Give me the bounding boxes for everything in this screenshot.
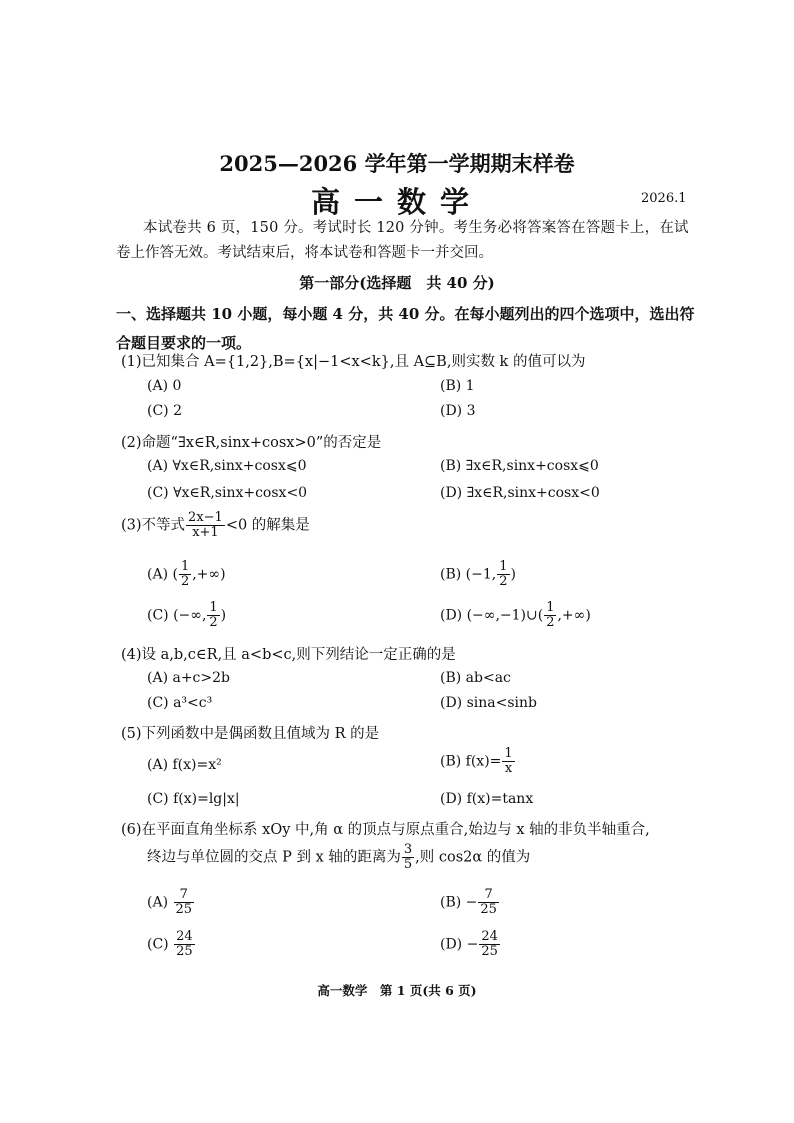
q6d-num: 24: [481, 929, 498, 944]
question-1-option-d: (D) 3: [440, 403, 476, 419]
q3c-fraction: [207, 601, 219, 630]
q6b-den: 25: [480, 902, 497, 917]
q3a-post: ,+∞): [192, 566, 226, 583]
q3b-fraction: [497, 560, 509, 589]
question-3-option-a: [147, 560, 226, 589]
exam-date: 2026.1: [641, 191, 687, 206]
question-1-option-b: (B) 1: [440, 378, 475, 394]
q6a-fraction: [174, 888, 195, 917]
q3d-pre: (D) (−∞,−1)∪(: [440, 607, 544, 624]
question-6-stem: (6)在平面直角坐标系 xOy 中,角 α 的顶点与原点重合,始边与 x 轴的非负半轴重合,: [121, 822, 650, 838]
q3c-post: ): [220, 607, 227, 624]
q6b-num: 7: [478, 888, 499, 903]
question-5-option-a: (A) f(x)=x²: [147, 757, 222, 773]
q3a-den: 2: [180, 574, 190, 589]
q5b-den: x: [504, 761, 513, 776]
q6-stem-den: 5: [403, 857, 413, 872]
question-2-option-d: (D) ∃x∈R,sinx+cosx<0: [440, 485, 600, 501]
q5b-num: 1: [504, 746, 513, 761]
question-4-option-c: (C) a³<c³: [147, 695, 213, 711]
question-1-option-a: (A) 0: [147, 378, 182, 394]
question-3-numerator: 2x−1: [188, 510, 223, 525]
q3c-num: 1: [209, 600, 218, 615]
question-6-option-d: [440, 930, 501, 959]
q3d-post: ,+∞): [557, 607, 591, 624]
q3c-pre: (C) (−∞,: [147, 607, 207, 624]
question-3-option-d: [440, 601, 591, 630]
q5b-pre: (B) f(x)=: [440, 753, 502, 770]
question-3-stem-pre: (3)不等式: [121, 517, 186, 534]
part-heading: 第一部分(选择题 共 40 分): [299, 274, 495, 292]
question-5-option-c: (C) f(x)=lg|x|: [147, 791, 240, 807]
q6a-pre: (A): [147, 894, 169, 911]
q6d-fraction: [479, 930, 500, 959]
q6d-den: 25: [481, 944, 498, 959]
question-2-option-a: (A) ∀x∈R,sinx+cosx⩽0: [147, 458, 307, 474]
question-2-stem: (2)命题“∃x∈R,sinx+cosx>0”的否定是: [121, 435, 382, 451]
question-3-option-c: [147, 601, 226, 630]
q3c-den: 2: [209, 615, 218, 630]
question-4-option-d: (D) sina<sinb: [440, 695, 537, 711]
question-5-stem: (5)下列函数中是偶函数且值域为 R 的是: [121, 726, 380, 742]
question-3-fraction: [186, 511, 225, 540]
q3a-pre: (A) (: [147, 566, 178, 583]
question-6-option-a: [147, 888, 195, 917]
q3b-den: 2: [499, 574, 508, 589]
question-4-option-a: (A) a+c>2b: [147, 670, 231, 686]
q5b-fraction: [502, 747, 514, 776]
question-4-option-b: (B) ab<ac: [440, 670, 511, 686]
exam-instructions: 本试卷共 6 页，150 分。考试时长 120 分钟。考生务必将答案答在答题卡上，在试: [143, 220, 689, 236]
q6a-den: 25: [175, 902, 193, 917]
q6-stem-num: 3: [403, 842, 413, 857]
q6-stem2-post: ,则 cos2α 的值为: [415, 849, 531, 866]
q6d-pre: (D) −: [440, 936, 479, 953]
section-heading: 一、选择题共 10 小题，每小题 4 分，共 40 分。在每小题列出的四个选项中，选出符合题目要求的一项。: [116, 305, 695, 352]
question-6-stem-line2: [147, 843, 530, 872]
q6c-num: 24: [176, 929, 193, 944]
q6-stem2-pre: 终边与单位圆的交点 P 到 x 轴的距离为: [147, 849, 401, 866]
question-2-option-c: (C) ∀x∈R,sinx+cosx<0: [147, 485, 308, 501]
q6b-fraction: [478, 888, 499, 917]
q3b-pre: (B) (−1,: [440, 566, 497, 583]
q3b-num: 1: [499, 559, 508, 574]
q3a-fraction: [179, 560, 191, 589]
q3d-den: 2: [546, 615, 555, 630]
question-1-option-c: (C) 2: [147, 403, 182, 419]
q3b-post: ): [510, 566, 516, 583]
exam-title: 2025—2026 学年第一学期期末样卷: [219, 151, 575, 176]
q3d-fraction: [544, 601, 556, 630]
q6c-pre: (C): [147, 936, 169, 953]
question-5-option-d: (D) f(x)=tanx: [440, 791, 534, 807]
question-3-stem: [121, 511, 310, 540]
question-6-option-c: [147, 930, 196, 959]
page-footer: 高一数学 第 1 页(共 6 页): [317, 983, 477, 998]
q6c-fraction: [174, 930, 195, 959]
subject-title: 高一数学: [310, 185, 483, 219]
q6-stem-fraction: [402, 843, 414, 872]
q6a-num: 7: [174, 888, 195, 903]
q6b-pre: (B) −: [440, 894, 478, 911]
question-3-denominator: x+1: [192, 525, 219, 540]
question-2-option-b: (B) ∃x∈R,sinx+cosx⩽0: [440, 458, 599, 474]
question-1-stem: (1)已知集合 A={1,2},B={x|−1<x<k},且 A⊆B,则实数 k 的值可以为: [121, 354, 586, 370]
question-3-stem-post: <0 的解集是: [225, 517, 310, 534]
question-3-option-b: [440, 560, 516, 589]
exam-instructions-line2: 卷上作答无效。考试结束后，将本试卷和答题卡一并交回。: [116, 245, 493, 261]
question-5-option-b: [440, 747, 516, 776]
q3d-num: 1: [546, 600, 555, 615]
q6c-den: 25: [176, 944, 193, 959]
question-6-option-b: [440, 888, 500, 917]
q3a-num: 1: [180, 559, 190, 574]
question-4-stem: (4)设 a,b,c∈R,且 a<b<c,则下列结论一定正确的是: [121, 647, 456, 663]
